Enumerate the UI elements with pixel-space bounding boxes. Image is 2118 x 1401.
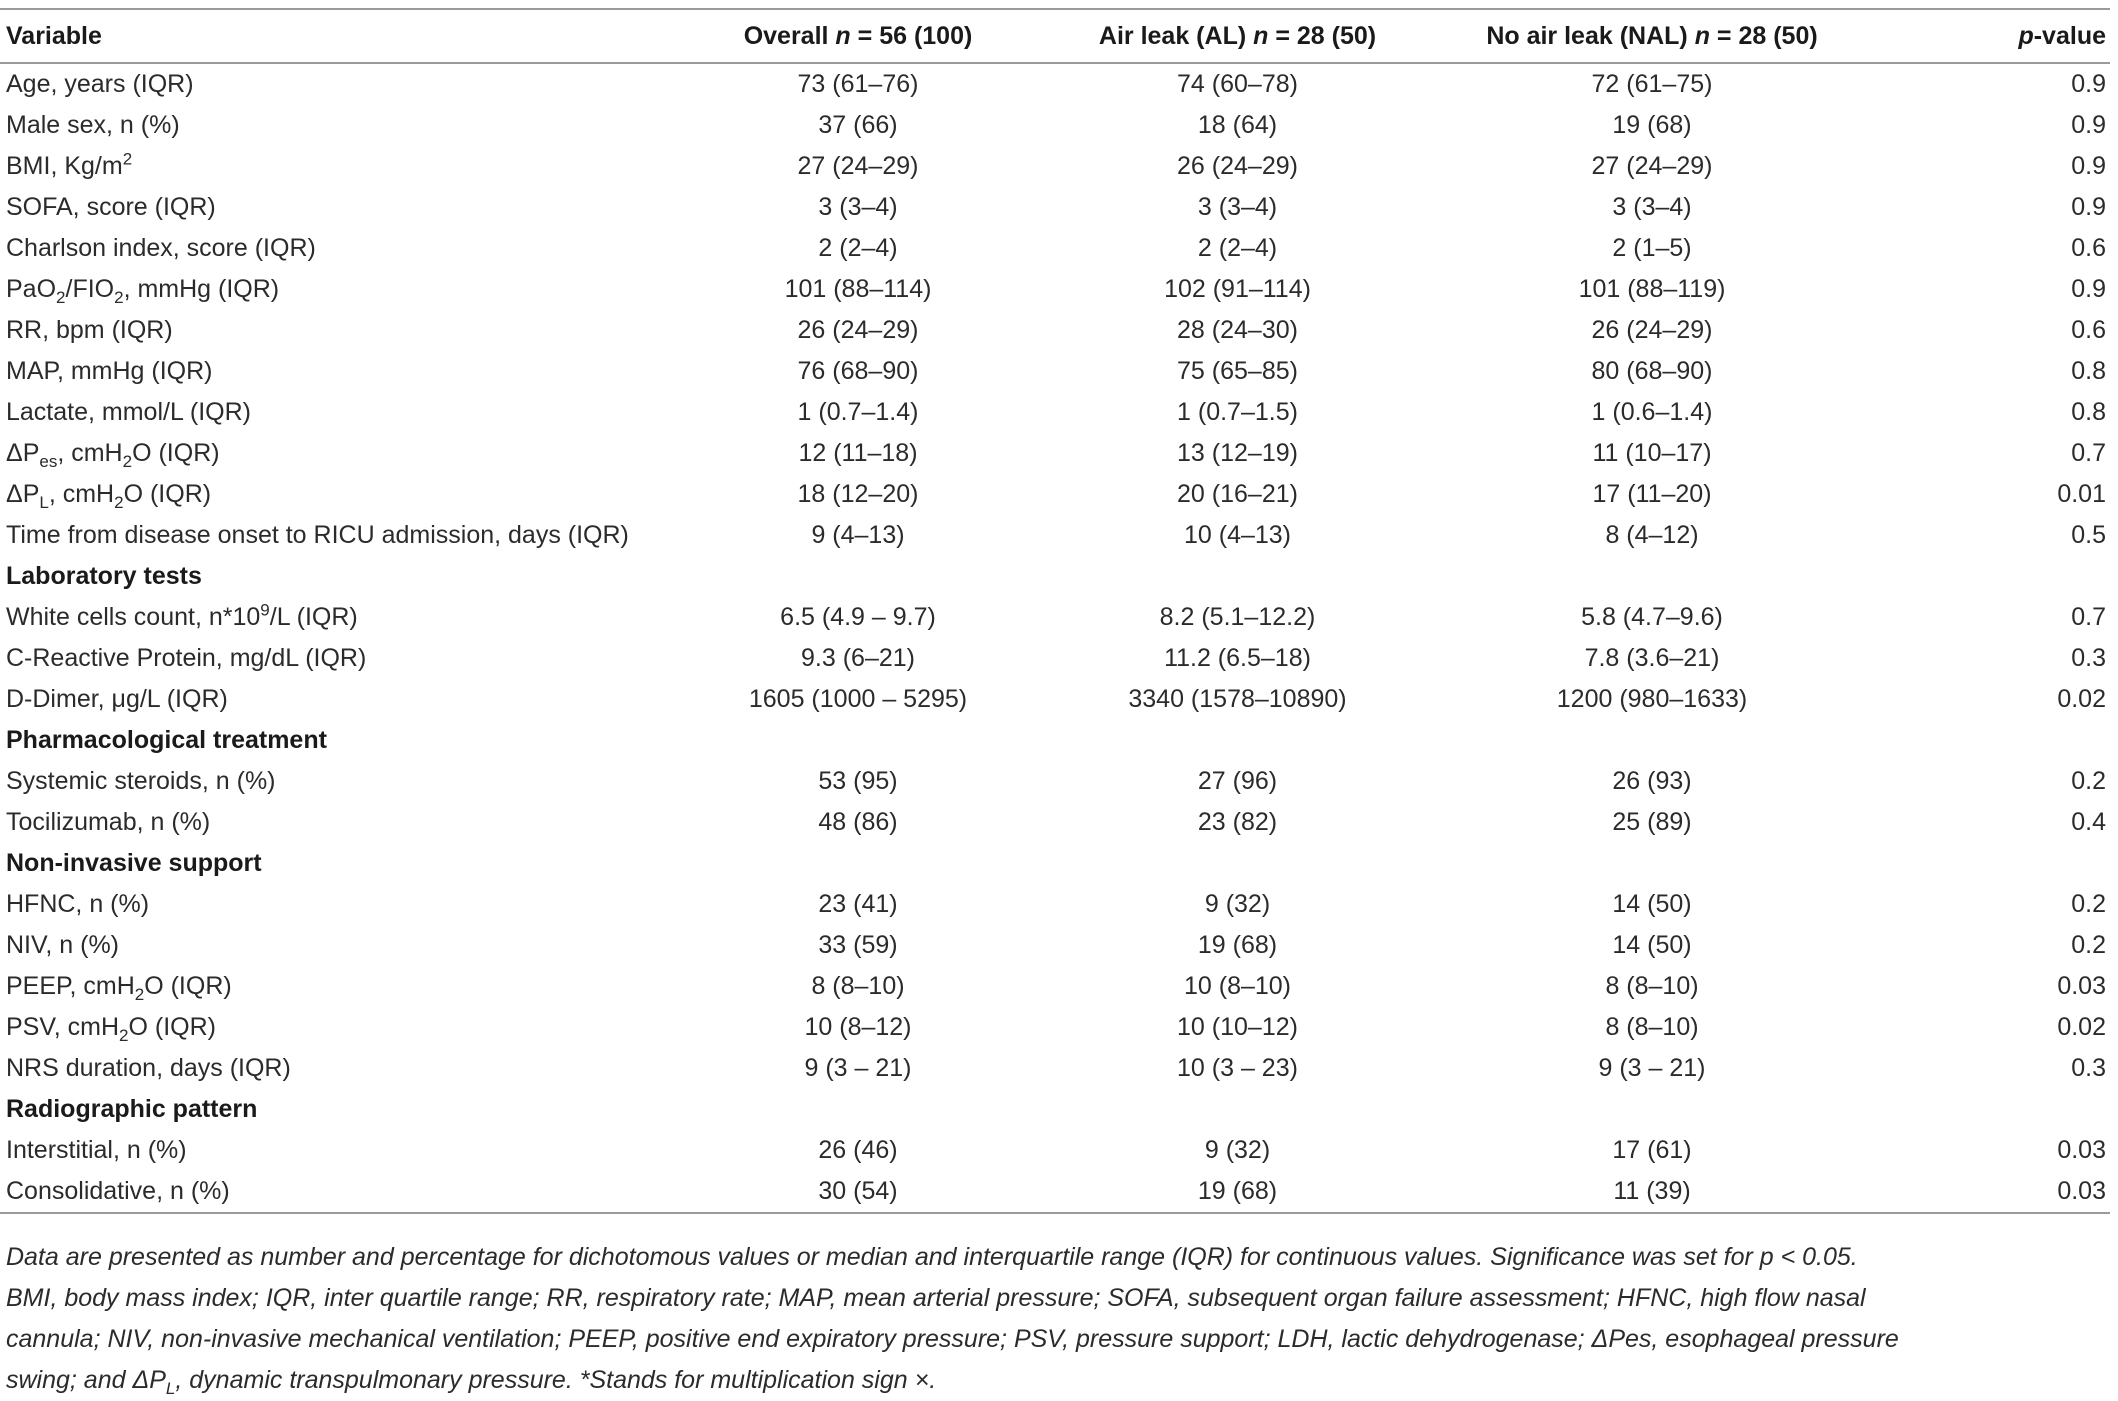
cell-air-leak: 27 (96) bbox=[1197, 767, 1278, 795]
cell-p-value: 0.4 bbox=[2071, 808, 2106, 836]
cell-overall: 9 (3 – 21) bbox=[804, 1054, 912, 1082]
cell-p-value: 0.03 bbox=[2057, 1136, 2106, 1164]
table-row bbox=[0, 597, 2110, 638]
row-label: Age, years (IQR) bbox=[6, 70, 194, 98]
row-label: RR, bpm (IQR) bbox=[6, 316, 173, 344]
cell-air-leak: 2 (2–4) bbox=[1197, 234, 1278, 262]
cell-air-leak: 10 (4–13) bbox=[1183, 521, 1292, 549]
cell-no-air-leak: 9 (3 – 21) bbox=[1598, 1054, 1706, 1082]
cell-air-leak: 13 (12–19) bbox=[1177, 439, 1298, 467]
row-label: Interstitial, n (%) bbox=[6, 1136, 187, 1164]
header-air-leak: Air leak (AL) n = 28 (50) bbox=[1044, 9, 1431, 63]
cell-no-air-leak: 17 (11–20) bbox=[1592, 480, 1712, 508]
table-row bbox=[0, 187, 2110, 228]
footnote-line: cannula; NIV, non-invasive mechanical ventilation; PEEP, positive end expiratory pressure; PSV, pressure support; LDH, lactic dehydrogenase; ΔPes, esophageal pressure bbox=[6, 1325, 1899, 1353]
table-row bbox=[0, 515, 2110, 556]
cell-no-air-leak: 101 (88–119) bbox=[1578, 275, 1726, 303]
table-row bbox=[0, 228, 2110, 269]
cell-p-value: 0.2 bbox=[2071, 931, 2106, 959]
cell-air-leak: 20 (16–21) bbox=[1177, 480, 1298, 508]
cell-no-air-leak: 19 (68) bbox=[1612, 111, 1692, 139]
row-label: PEEP, cmH$_2$O (IQR) bbox=[6, 972, 232, 1004]
cell-overall: 48 (86) bbox=[818, 808, 898, 836]
cell-no-air-leak: 14 (50) bbox=[1612, 931, 1692, 959]
cell-overall: 30 (54) bbox=[672, 1171, 1044, 1213]
row-label: C-Reactive Protein, mg/dL (IQR) bbox=[6, 644, 367, 672]
cell-p-value: 0.9 bbox=[2071, 152, 2106, 180]
cell-air-leak: 9 (32) bbox=[1204, 1136, 1271, 1164]
table-row bbox=[0, 105, 2110, 146]
header-overall: Overall n = 56 (100) bbox=[672, 9, 1044, 63]
cell-p-value: 0.03 bbox=[1873, 1171, 2110, 1213]
table-row bbox=[0, 146, 2110, 187]
cell-p-value: 0.7 bbox=[2071, 439, 2106, 467]
cell-p-value: 0.6 bbox=[2071, 316, 2106, 344]
cell-no-air-leak: 72 (61–75) bbox=[1591, 70, 1713, 98]
cell-overall: 23 (41) bbox=[818, 890, 898, 918]
cell-no-air-leak: 7.8 (3.6–21) bbox=[1584, 644, 1720, 672]
cell-overall: 3 (3–4) bbox=[818, 193, 898, 221]
cell-air-leak: 23 (82) bbox=[1197, 808, 1278, 836]
cell-no-air-leak: 11 (39) bbox=[1431, 1171, 1873, 1213]
cell-air-leak: 10 (8–10) bbox=[1183, 972, 1292, 1000]
table-header-row bbox=[0, 9, 2110, 63]
row-label: White cells count, $n*10^9/L$ (IQR) bbox=[6, 600, 358, 631]
table-row bbox=[0, 966, 2110, 1007]
table-footnote bbox=[6, 1237, 2106, 1401]
baseline-characteristics-table bbox=[0, 8, 2110, 1214]
section-heading-non-invasive: Non-invasive support bbox=[6, 849, 262, 877]
cell-no-air-leak: 27 (24–29) bbox=[1591, 152, 1713, 180]
section-heading-radiographic: Radiographic pattern bbox=[6, 1095, 258, 1123]
table-row bbox=[0, 1130, 2110, 1171]
table-row bbox=[0, 310, 2110, 351]
table-row bbox=[0, 884, 2110, 925]
cell-overall: 73 (61–76) bbox=[797, 70, 919, 98]
section-heading-pharmacological: Pharmacological treatment bbox=[6, 726, 327, 754]
row-label: Time from disease onset to RICU admission, days (IQR) bbox=[6, 521, 629, 549]
cell-no-air-leak: 1 (0.6–1.4) bbox=[1591, 398, 1713, 426]
cell-overall: 12 (11–18) bbox=[798, 439, 918, 467]
row-label: Charlson index, score (IQR) bbox=[6, 234, 316, 262]
cell-overall: 53 (95) bbox=[818, 767, 898, 795]
cell-no-air-leak: 3 (3–4) bbox=[1612, 193, 1692, 221]
cell-overall: 9 (4–13) bbox=[811, 521, 905, 549]
footnote-line: Data are presented as number and percentage for dichotomous values or median and interquartile range (IQR) for continuous values. Significance was set for p < 0.05. bbox=[6, 1243, 1858, 1271]
cell-p-value: 0.8 bbox=[2071, 398, 2106, 426]
row-label: Tocilizumab, n (%) bbox=[6, 808, 211, 836]
table-row bbox=[0, 474, 2110, 515]
section-row bbox=[0, 843, 2110, 884]
cell-air-leak: 102 (91–114) bbox=[1164, 275, 1311, 303]
cell-p-value: 0.3 bbox=[2071, 1054, 2106, 1082]
cell-air-leak: 19 (68) bbox=[1044, 1171, 1431, 1213]
row-label: $\Delta P_L$, cmH$_2$O (IQR) bbox=[6, 480, 212, 512]
cell-no-air-leak: 2 (1–5) bbox=[1612, 234, 1692, 262]
cell-p-value: 0.6 bbox=[2071, 234, 2106, 262]
cell-no-air-leak: 8 (8–10) bbox=[1605, 972, 1699, 1000]
row-label: Lactate, mmol/L (IQR) bbox=[6, 398, 251, 426]
table-row bbox=[0, 392, 2110, 433]
cell-air-leak: 3 (3–4) bbox=[1197, 193, 1278, 221]
cell-p-value: 0.9 bbox=[2071, 193, 2106, 221]
table-row bbox=[0, 761, 2110, 802]
cell-overall: 33 (59) bbox=[818, 931, 898, 959]
cell-p-value: 0.2 bbox=[2071, 767, 2106, 795]
row-label: MAP, mmHg (IQR) bbox=[6, 357, 213, 385]
row-label: PSV, cmH$_2$O (IQR) bbox=[6, 1013, 216, 1045]
row-label: Consolidative, n (%) bbox=[0, 1171, 672, 1213]
header-p-value: p-value bbox=[1873, 9, 2110, 63]
cell-air-leak: 28 (24–30) bbox=[1177, 316, 1298, 344]
cell-no-air-leak: 26 (24–29) bbox=[1591, 316, 1713, 344]
cell-air-leak: 75 (65–85) bbox=[1177, 357, 1298, 385]
table-row bbox=[0, 351, 2110, 392]
cell-no-air-leak: 8 (8–10) bbox=[1605, 1013, 1699, 1041]
cell-air-leak: 9 (32) bbox=[1204, 890, 1271, 918]
row-label: HFNC, n (%) bbox=[6, 890, 150, 918]
cell-overall: 26 (46) bbox=[818, 1136, 898, 1164]
cell-overall: 76 (68–90) bbox=[797, 357, 919, 385]
cell-p-value: 0.02 bbox=[2057, 1013, 2106, 1041]
table-row bbox=[0, 269, 2110, 310]
footnote-line: BMI, body mass index; IQR, inter quartile range; RR, respiratory rate; MAP, mean arterial pressure; SOFA, subsequent organ failure assessment; HFNC, high flow nasal bbox=[6, 1284, 1866, 1312]
cell-p-value: 0.9 bbox=[2071, 111, 2106, 139]
section-row bbox=[0, 720, 2110, 761]
row-label: BMI, $Kg/m^2$ bbox=[6, 149, 133, 180]
cell-p-value: 0.02 bbox=[2057, 685, 2106, 713]
table-row bbox=[0, 63, 2110, 105]
row-label: D-Dimer, μg/L (IQR) bbox=[6, 685, 228, 713]
cell-air-leak: 26 (24–29) bbox=[1177, 152, 1298, 180]
row-label: NRS duration, days (IQR) bbox=[6, 1054, 291, 1082]
cell-air-leak: 19 (68) bbox=[1197, 931, 1278, 959]
cell-no-air-leak: 17 (61) bbox=[1612, 1136, 1692, 1164]
cell-p-value: 0.3 bbox=[2071, 644, 2106, 672]
cell-overall: 101 (88–114) bbox=[784, 275, 932, 303]
section-row bbox=[0, 1089, 2110, 1130]
cell-overall: 6.5 (4.9 – 9.7) bbox=[780, 603, 936, 631]
cell-no-air-leak: 11 (10–17) bbox=[1592, 439, 1712, 467]
cell-air-leak: 11.2 (6.5–18) bbox=[1164, 644, 1311, 672]
cell-overall: 2 (2–4) bbox=[818, 234, 898, 262]
row-label: $PaO_2/FIO_2$, mmHg (IQR) bbox=[6, 275, 280, 307]
table-row bbox=[0, 1048, 2110, 1089]
cell-overall: 27 (24–29) bbox=[797, 152, 919, 180]
cell-overall: 18 (12–20) bbox=[797, 480, 919, 508]
cell-p-value: 0.2 bbox=[2071, 890, 2106, 918]
cell-air-leak: 74 (60–78) bbox=[1177, 70, 1298, 98]
cell-air-leak: 1 (0.7–1.5) bbox=[1177, 398, 1298, 426]
cell-p-value: 0.01 bbox=[2057, 480, 2106, 508]
table-row bbox=[0, 1171, 2110, 1213]
table-row bbox=[0, 1007, 2110, 1048]
row-label: Systemic steroids, n (%) bbox=[6, 767, 276, 795]
cell-p-value: 0.8 bbox=[2071, 357, 2106, 385]
cell-no-air-leak: 26 (93) bbox=[1612, 767, 1692, 795]
cell-no-air-leak: 8 (4–12) bbox=[1605, 521, 1699, 549]
footnote-line: swing; and $\Delta P_L$, dynamic transpulmonary pressure. *Stands for multiplication sign ×. bbox=[6, 1366, 937, 1398]
section-row bbox=[0, 556, 2110, 597]
header-no-air-leak: No air leak (NAL) n = 28 (50) bbox=[1431, 9, 1873, 63]
header-variable: Variable bbox=[0, 9, 672, 63]
cell-overall: 26 (24–29) bbox=[797, 316, 919, 344]
section-heading-laboratory: Laboratory tests bbox=[6, 562, 202, 590]
cell-no-air-leak: 80 (68–90) bbox=[1591, 357, 1713, 385]
cell-overall: 8 (8–10) bbox=[811, 972, 905, 1000]
cell-air-leak: 3340 (1578–10890) bbox=[1128, 685, 1347, 713]
cell-p-value: 0.9 bbox=[2071, 275, 2106, 303]
cell-air-leak: 18 (64) bbox=[1197, 111, 1278, 139]
cell-overall: 10 (8–12) bbox=[804, 1013, 912, 1041]
row-label: NIV, n (%) bbox=[6, 931, 120, 959]
cell-air-leak: 10 (10–12) bbox=[1177, 1013, 1298, 1041]
cell-p-value: 0.5 bbox=[2071, 521, 2106, 549]
cell-p-value: 0.03 bbox=[2057, 972, 2106, 1000]
row-label: $\Delta P_{es}$, cmH$_2$O (IQR) bbox=[6, 439, 220, 471]
table-row bbox=[0, 433, 2110, 474]
cell-no-air-leak: 25 (89) bbox=[1612, 808, 1692, 836]
cell-air-leak: 8.2 (5.1–12.2) bbox=[1159, 603, 1316, 631]
cell-overall: 9.3 (6–21) bbox=[801, 644, 915, 672]
cell-no-air-leak: 5.8 (4.7–9.6) bbox=[1581, 603, 1723, 631]
cell-p-value: 0.7 bbox=[2071, 603, 2106, 631]
table-row bbox=[0, 925, 2110, 966]
cell-no-air-leak: 14 (50) bbox=[1612, 890, 1692, 918]
table-row bbox=[0, 638, 2110, 679]
table-row bbox=[0, 679, 2110, 720]
cell-overall: 1 (0.7–1.4) bbox=[797, 398, 919, 426]
cell-overall: 37 (66) bbox=[818, 111, 898, 139]
cell-air-leak: 10 (3 – 23) bbox=[1177, 1054, 1298, 1082]
row-label: Male sex, n (%) bbox=[6, 111, 180, 139]
cell-p-value: 0.9 bbox=[2071, 70, 2106, 98]
cell-no-air-leak: 1200 (980–1633) bbox=[1556, 685, 1748, 713]
cell-overall: 1605 (1000 – 5295) bbox=[748, 685, 968, 713]
row-label: SOFA, score (IQR) bbox=[6, 193, 216, 221]
table-row bbox=[0, 802, 2110, 843]
